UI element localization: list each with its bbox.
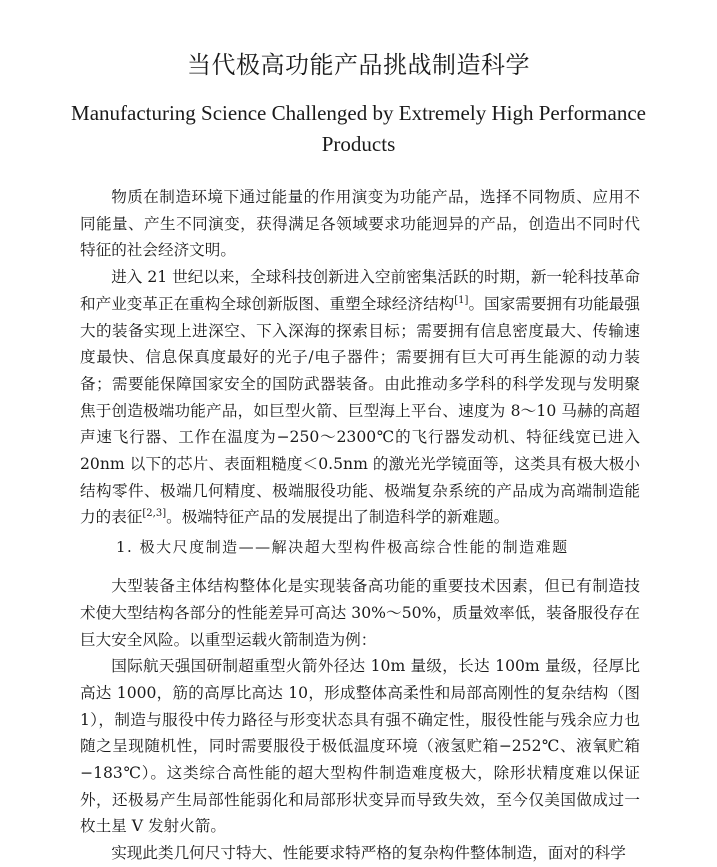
paragraph-large-equipment: 大型装备主体结构整体化是实现装备高功能的重要技术因素，但已有制造技术使大型结构各部分的性能差异可高达 30%～50%，质量效率低，装备服役存在巨大安全风险。以重型运载火箭制造为例： (80, 577, 640, 649)
paragraph-21st-century (80, 264, 640, 531)
paragraph-21st-century-part-2: 。国家需要拥有功能最强大的装备实现上进深空、下入深海的探索目标；需要拥有信息密度最大、传输速度最快、信息保真度最好的光子/电子器件；需要拥有巨大可再生能源的动力装备；需要能保障国家安全的国防武器装备。由此推动多学科的科学发现与发明聚焦于创造极端功能产品，如巨型火箭、巨型海上平台、速度为 8～10 马赫的高超声速飞行器、工作在温度为−250～2300℃的飞行器发动机、特征线宽已进入 20nm 以下的芯片、表面粗糙度＜0.5nm 的激光光学镜面等，这类具有极大极小结构零件、极端几何精度、极端服役功能、极端复杂系统的产品成为高端制造能力的表征 (80, 294, 640, 527)
paragraph-intro: 物质在制造环境下通过能量的作用演变为功能产品，选择不同物质、应用不同能量、产生不同演变，获得满足各领域要求功能迥异的产品，创造出不同时代特征的社会经济文明。 (80, 188, 640, 260)
reference-1: [1] (454, 294, 469, 306)
paragraph-challenge: 实现此类几何尺寸特大、性能要求特严格的复杂构件整体制造，面对的科学 (111, 844, 626, 863)
paragraph-21st-century-part-1: 进入 21 世纪以来，全球科技创新进入空前密集活跃的时期，新一轮科技革命和产业变革正在重构全球创新版图、重塑全球经济结构 (80, 268, 640, 313)
reference-2-3: [2,3] (142, 508, 167, 520)
english-title: Manufacturing Science Challenged by Extremely High Performance Products (71, 101, 646, 156)
paragraph-heavy-rocket: 国际航天强国研制超重型火箭外径达 10m 量级，长达 100m 量级，径厚比高达 1000，筋的高厚比高达 10，形成整体高柔性和局部高刚性的复杂结构（图 1），制造与服役中传力路径与形变状态具有强不确定性，服役性能与残余应力也随之呈现随机性，同时需要服役于极低温度环境（液氢贮箱−252℃、液氧贮箱−183℃）。这类综合高性能的超大型构件制造难度极大，除形状精度难以保证外，还极易产生局部性能弱化和局部形状变异而导致失效，至今仅美国做成过一枚土星 V 发射火箭。 (80, 657, 640, 836)
section-heading-1: 1. 极大尺度制造——解决超大型构件极高综合性能的制造难题 (116, 538, 569, 557)
paragraph-21st-century-part-3: 。极端特征产品的发展提出了制造科学的新难题。 (166, 508, 510, 527)
chinese-title: 当代极高功能产品挑战制造科学 (187, 51, 530, 79)
article-body (80, 184, 640, 867)
